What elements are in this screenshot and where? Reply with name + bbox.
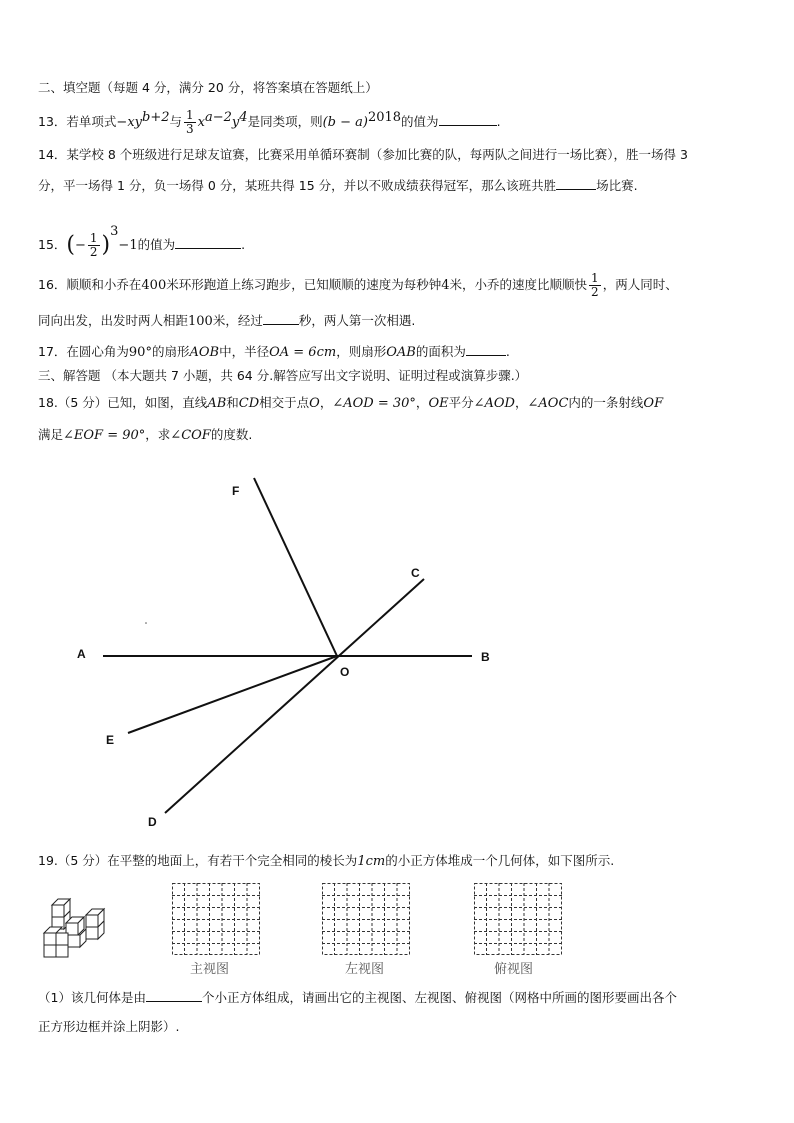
section-3-title: 三、解答题 （本大题共 7 小题，共 64 分.解答应写出文字说明、证明过程或演算步骤.） xyxy=(38,368,528,383)
top-view-grid[interactable] xyxy=(474,883,562,955)
ray-oe xyxy=(128,656,337,733)
answer-blank[interactable] xyxy=(146,989,202,1002)
fraction: $\frac{1}{2}$ xyxy=(591,271,599,299)
cube-stack-image xyxy=(40,887,116,963)
section-2-title: 二、填空题（每题 4 分，满分 20 分，将答案填在答题纸上） xyxy=(38,80,378,95)
label-c: C xyxy=(411,566,420,580)
label-d: D xyxy=(148,815,157,829)
label-o: O xyxy=(340,665,350,679)
question-19-part-1-line-1: （1）该几何体是由 个小正方体组成，请画出它的主视图、左视图、俯视图（网格中所画的图形要画出各个 xyxy=(38,990,677,1005)
ray-of xyxy=(254,478,337,656)
question-15: 15．(− $\frac{1}{2}$ )$^3$−1的值为 . xyxy=(38,224,246,259)
front-view-caption: 主视图 xyxy=(190,962,230,977)
label-a: A xyxy=(77,647,86,661)
question-18-line-1: 18.（5 分）已知，如图，直线AB和CD相交于点O，∠AOD = 30°，OE平分∠AOD，∠AOC内的一条射线OF xyxy=(38,395,664,411)
fraction: $\frac{1}{3}$ xyxy=(186,108,194,137)
label-f: F xyxy=(232,484,240,498)
question-17: 17．在圆心角为90°的扇形AOB中，半径OA = 6cm，则扇形OAB的面积为 . xyxy=(38,344,510,360)
question-13: 13．若单项式$-xy^{b+2}$与 $\frac{1}{3}$ $x^{a-2}y^4$是同类项，则$(b - a)^{2018}$的值为 . xyxy=(38,108,501,137)
label-e: E xyxy=(106,733,115,747)
top-view-caption: 俯视图 xyxy=(494,962,534,977)
question-18-line-2: 满足∠EOF = 90°，求∠COF的度数. xyxy=(38,427,253,443)
question-14-line-1: 14．某学校 8 个班级进行足球友谊赛，比赛采用单循环赛制（参加比赛的队，每两队之间进行一场比赛），胜一场得 3 xyxy=(38,147,688,162)
question-14-line-2: 分，平一场得 1 分，负一场得 0 分，某班共得 15 分，并以不败成绩获得冠军，那么该班共胜 场比赛. xyxy=(38,178,638,193)
question-19-line-1: 19.（5 分）在平整的地面上，有若干个完全相同的棱长为1cm的小正方体堆成一个几何体，如下图所示. xyxy=(38,853,615,869)
question-19-part-1-line-2: 正方形边框并涂上阴影）. xyxy=(38,1019,180,1034)
question-16-line-2: 同向出发，出发时两人相距100米，经过 秒，两人第一次相遇. xyxy=(38,313,416,329)
left-view-caption: 左视图 xyxy=(345,962,385,977)
label-b: B xyxy=(481,650,490,664)
line-cd xyxy=(165,579,424,813)
front-view-grid[interactable] xyxy=(172,883,260,955)
left-view-grid[interactable] xyxy=(322,883,410,955)
stray-dot xyxy=(145,622,147,624)
question-16-line-1: 16．顺顺和小乔在400米环形跑道上练习跑步，已知顺顺的速度为每秒钟4米，小乔的速度比顺顺快 $\frac{1}{2}$ ，两人同时、 xyxy=(38,271,678,299)
fraction: $\frac{1}{2}$ xyxy=(89,231,98,259)
